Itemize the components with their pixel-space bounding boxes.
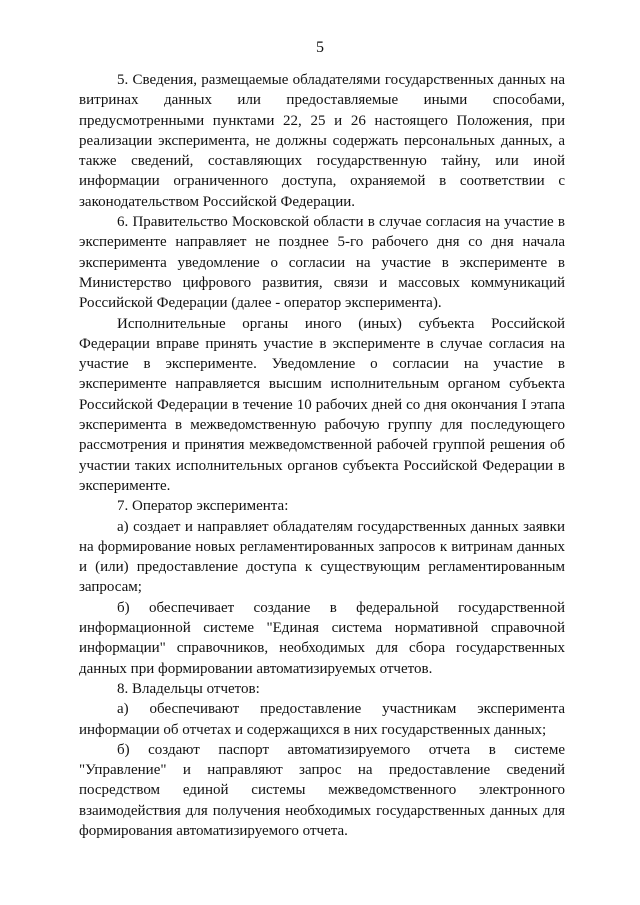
paragraph-8-report-owners-heading: 8. Владельцы отчетов:	[117, 680, 260, 697]
paragraph-8b-report-passport: б) создают паспорт автоматизируемого отчета в системе "Управление" и направляют запрос на предоставление сведений посредством единой системы межведомственного электронного взаимодействия для получения необходимых государственных данных для формирования автоматизируемого отчета.	[79, 741, 565, 839]
paragraph-other-regions-participation: Исполнительные органы иного (иных) субъекта Российской Федерации вправе принять участие в эксперименте в случае согласия на участие в эксперименте. Уведомление о согласии на участие в эксперименте направляется высшим исполнительным органом субъекта Российской Федерации в течение 10 рабочих дней со дня окончания I этапа эксперимента в межведомственную рабочую группу для последующего рассмотрения и принятия межведомственной рабочей группой решения об участии таких исполнительных органов субъекта Российской Федерации в эксперименте.	[79, 315, 565, 494]
paragraph-7b-reference-books: б) обеспечивает создание в федеральной государственной информационной системе "Единая система нормативной справочной информации" справочников, необходимых для сбора государственных данных при формировании автоматизируемых отчетов.	[79, 599, 565, 677]
page-number: 5	[316, 39, 324, 56]
paragraph-6-moscow-region-notification: 6. Правительство Московской области в случае согласия на участие в эксперименте направляет не позднее 5-го рабочего дня со дня начала эксперимента уведомление о согласии на участие в эксперименте в Министерство цифрового развития, связи и массовых коммуникаций Российской Федерации (далее - оператор эксперимента).	[79, 214, 565, 312]
paragraph-5-information-restrictions: 5. Сведения, размещаемые обладателями государственных данных на витринах данных или предоставляемые иными способами, предусмотренными пунктами 22, 25 и 26 настоящего Положения, при реализации эксперимента, не должны содержать персональных данных, а также сведений, составляющих государственную тайну, или иной информации ограниченного доступа, охраняемой в соответствии с законодательством Российской Федерации.	[79, 72, 565, 210]
paragraph-7a-requests: а) создает и направляет обладателям государственных данных заявки на формирование новых регламентированных запросов к витринам данных и (или) предоставление доступа к существующим регламентированным запросам;	[79, 518, 565, 596]
paragraph-7-operator-heading: 7. Оператор эксперимента:	[117, 498, 289, 515]
document-body	[79, 70, 565, 841]
paragraph-8a-report-information: а) обеспечивают предоставление участникам эксперимента информации об отчетах и содержащихся в них государственных данных;	[79, 701, 565, 738]
